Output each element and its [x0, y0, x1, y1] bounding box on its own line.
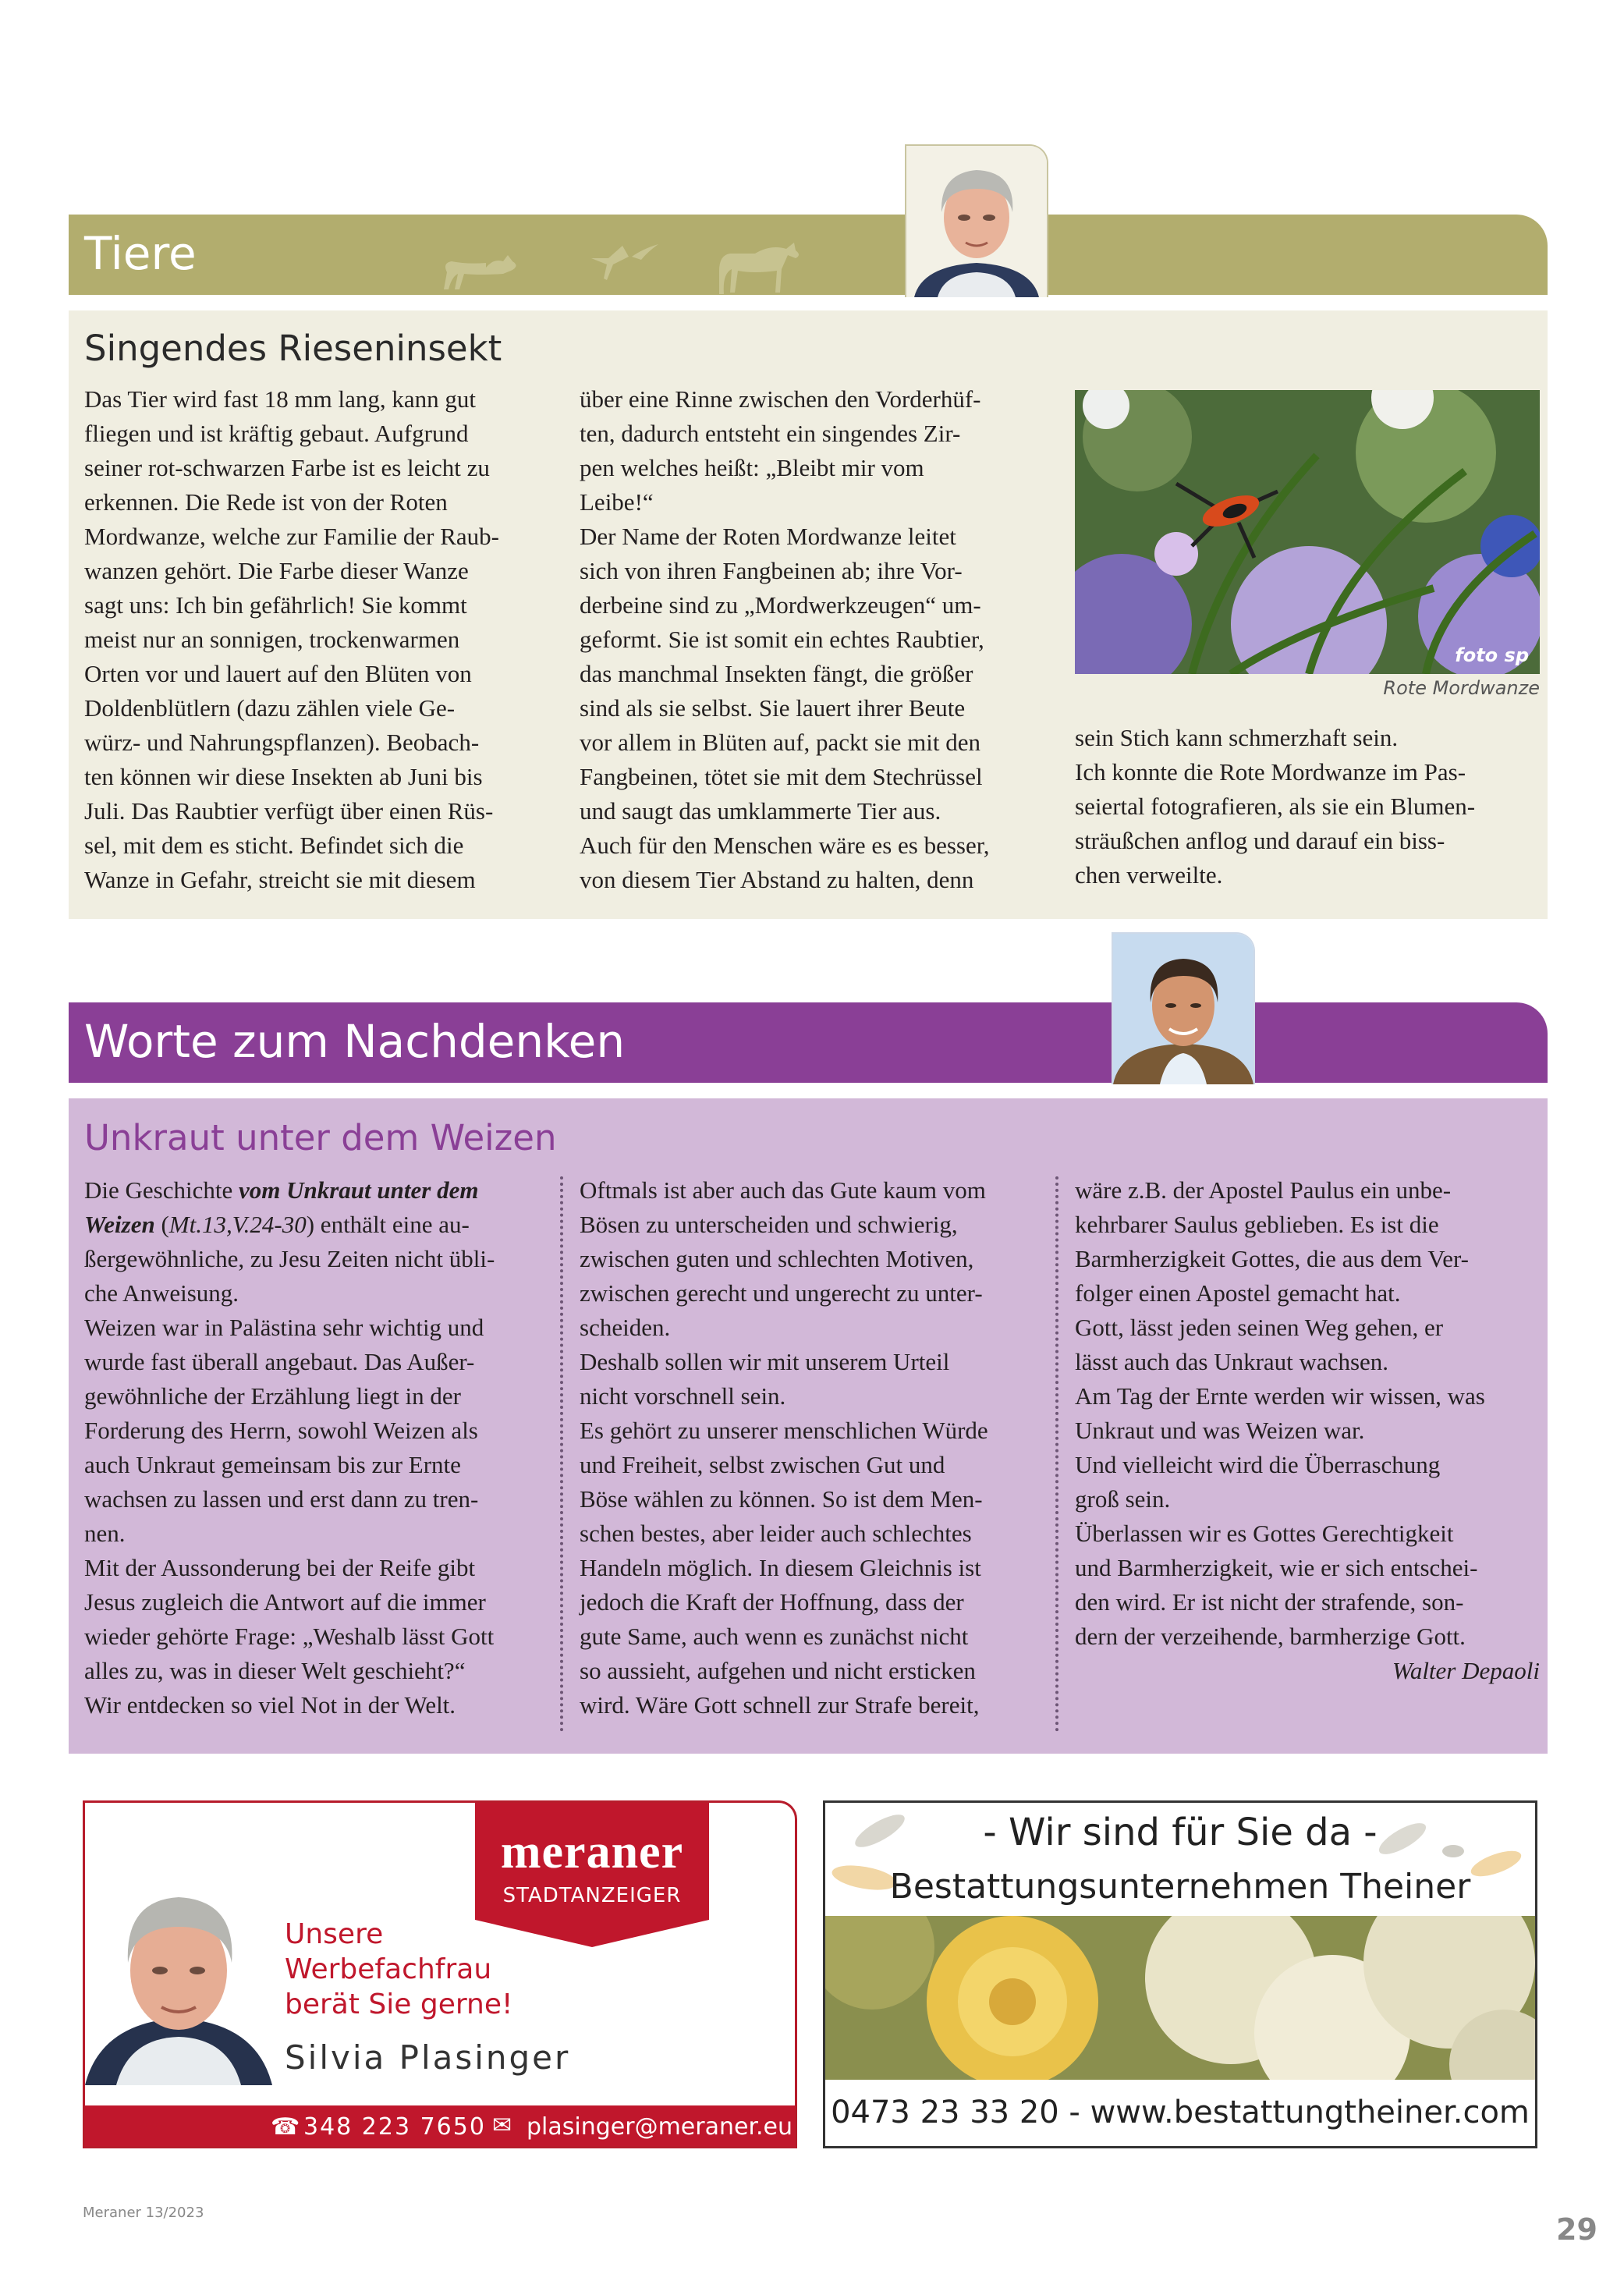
text-line: ßergewöhnliche, zu Jesu Zeiten nicht übli- [84, 1245, 495, 1272]
text-line: Auch für den Menschen wäre es es besser, [580, 832, 990, 859]
article-headline: Singendes Rieseninsekt [84, 328, 502, 369]
horse-silhouette-icon [719, 243, 799, 294]
section-title: Worte zum Nachdenken [84, 1015, 626, 1068]
text-line: Leibe!“ [580, 488, 654, 516]
text-line: und Freiheit, selbst zwischen Gut und [580, 1451, 945, 1478]
text-line: Ich konnte die Rote Mordwanze im Pas- [1075, 758, 1466, 786]
page-number: 29 [1556, 2212, 1597, 2247]
text-line: Doldenblütlern (dazu zählen viele Ge- [84, 694, 456, 722]
contact-bar [85, 2105, 795, 2146]
text-line: vor allem in Blüten auf, packt sie mit den [580, 729, 980, 756]
text-line: erkennen. Die Rede ist von der Roten [84, 488, 448, 516]
text-line: fliegen und ist kräftig gebaut. Aufgrund [84, 420, 469, 447]
text-line: folger einen Apostel gemacht hat. [1075, 1279, 1401, 1307]
text-line: sich von ihren Fangbeinen ab; ihre Vor- [580, 557, 963, 584]
intro-text: Die Geschichte [84, 1176, 239, 1204]
text-line: Mit der Aussonderung bei der Reife gibt [84, 1554, 476, 1581]
text-line: Es gehört zu unserer menschlichen Würde [580, 1417, 988, 1444]
text-line: Bösen zu unterscheiden und schwierig, [580, 1211, 958, 1238]
brand-subtitle: STADTANZEIGER [502, 1884, 682, 1907]
text-line: wanzen gehört. Die Farbe dieser Wanze [84, 557, 469, 584]
article-column-3 [1075, 1173, 1558, 1688]
text-line: seiner rot-schwarzen Farbe ist es leicht zu [84, 454, 490, 481]
tagline-line: Werbefachfrau [285, 1953, 492, 1985]
article-headline: Unkraut unter dem Weizen [84, 1117, 557, 1158]
bestattung-advertisement [823, 1800, 1537, 2148]
text-line: über eine Rinne zwischen den Vorderhüf- [580, 385, 981, 413]
text-line: alles zu, was in dieser Welt geschieht?“ [84, 1657, 466, 1684]
author-photo-worte [1112, 932, 1255, 1084]
section-title: Tiere [84, 227, 197, 280]
text-line: dern der verzeihende, barmherzige Gott. [1075, 1623, 1466, 1650]
photo-credit: foto sp [1455, 644, 1529, 666]
tagline [285, 1917, 512, 2022]
slogan: - Wir sind für Sie da - [983, 1811, 1378, 1854]
text-line: das manchmal Insekten fängt, die größer [580, 660, 973, 687]
text-line: zwischen guten und schlechten Motiven, [580, 1245, 974, 1272]
insect-photo [1075, 390, 1540, 674]
text-line: würz- und Nahrungspflanzen). Beobach- [84, 729, 480, 756]
tagline-line: Unsere [285, 1918, 384, 1950]
tiere-header-bar [69, 215, 1548, 295]
text-line: Oftmals ist aber auch das Gute kaum vom [580, 1176, 986, 1204]
brand-name: meraner [500, 1825, 684, 1878]
article-column-2 [580, 1173, 1063, 1722]
text-line: gewöhnliche der Erzählung liegt in der [84, 1382, 461, 1410]
text-line: Und vielleicht wird die Überraschung [1075, 1451, 1441, 1478]
text-line: geformt. Sie ist somit ein echtes Raubtier, [580, 626, 984, 653]
text-line: meist nur an sonnigen, trockenwarmen [84, 626, 460, 653]
meraner-advertisement [83, 1800, 797, 2148]
text-line: schen bestes, aber leider auch schlechtes [580, 1520, 972, 1547]
text-line: sind als sie selbst. Sie lauert ihrer Beute [580, 694, 966, 722]
text-line: Wir entdecken so viel Not in der Welt. [84, 1691, 456, 1719]
text-line: ten, dadurch entsteht ein singendes Zir- [580, 420, 961, 447]
text-line: Fangbeinen, tötet sie mit dem Stechrüssel [580, 763, 983, 790]
article-author: Walter Depaoli [1392, 1657, 1540, 1684]
text-line: derbeine sind zu „Mordwerkzeugen“ um- [580, 591, 981, 619]
text-line: auch Unkraut gemeinsam bis zur Ernte [84, 1451, 461, 1478]
article-column-2 [580, 382, 1063, 897]
contact-line[interactable]: 0473 23 33 20 - www.bestattungtheiner.com [831, 2095, 1530, 2130]
phone-number[interactable]: 348 223 7650 [303, 2113, 486, 2141]
text-line: Jesus zugleich die Antwort auf die immer [84, 1588, 486, 1616]
text-line: den wird. Er ist nicht der strafende, son- [1075, 1588, 1464, 1616]
text-line: sein Stich kann schmerzhaft sein. [1075, 724, 1399, 751]
text-line: Überlassen wir es Gottes Gerechtigkeit [1075, 1520, 1454, 1547]
advisor-photo [85, 1865, 272, 2085]
text-line: Weizen war in Palästina sehr wichtig und [84, 1314, 484, 1341]
text-line: nen. [84, 1520, 126, 1547]
text-line: zwischen gerecht und ungerecht zu unter- [580, 1279, 983, 1307]
text-line: so aussieht, aufgehen und nicht ersticken [580, 1657, 976, 1684]
phone-icon: ☎ [271, 2113, 300, 2141]
advisor-name: Silvia Plasinger [285, 2038, 571, 2077]
text-line: Das Tier wird fast 18 mm lang, kann gut [84, 385, 476, 413]
photo-caption: Rote Mordwanze [1383, 677, 1540, 699]
text-line: wurde fast überall angebaut. Das Außer- [84, 1348, 475, 1375]
animal-silhouettes [412, 238, 849, 300]
text-line: sträußchen anflog und darauf ein biss- [1075, 827, 1445, 854]
text-line: wäre z.B. der Apostel Paulus ein unbe- [1075, 1176, 1452, 1204]
text-line: Böse wählen zu können. So ist dem Men- [580, 1485, 983, 1513]
column-divider [560, 1176, 563, 1732]
intro-emphasis: vom Unkraut unter dem [238, 1176, 479, 1204]
bird-silhouette-icon [591, 244, 658, 280]
text-line: gute Same, auch wenn es zunächst nicht [580, 1623, 969, 1650]
text-line [84, 1173, 568, 1208]
text-line: Gott, lässt jeden seinen Weg gehen, er [1075, 1314, 1444, 1341]
issue-label: Meraner 13/2023 [83, 2205, 204, 2221]
text-line: Handeln möglich. In diesem Gleichnis ist [580, 1554, 981, 1581]
text-line: ten können wir diese Insekten ab Juni bis [84, 763, 483, 790]
text-line: jedoch die Kraft der Hoffnung, dass der [580, 1588, 964, 1616]
bible-reference: Mt.13,V.24-30 [168, 1211, 307, 1238]
company-name: Bestattungsunternehmen Theiner [889, 1867, 1471, 1907]
text-line: lässt auch das Unkraut wachsen. [1075, 1348, 1389, 1375]
text-line: wird. Wäre Gott schnell zur Strafe bereit, [580, 1691, 980, 1719]
text-line: Juli. Das Raubtier verfügt über einen Rüs- [84, 797, 494, 825]
intro-text: ) enthält eine au- [306, 1211, 470, 1238]
column-divider [1055, 1176, 1058, 1732]
text-line: sagt uns: Ich bin gefährlich! Sie kommt [84, 591, 467, 619]
text-line [84, 1208, 568, 1242]
article-column-3 [1075, 721, 1558, 892]
worte-header-bar [69, 1002, 1548, 1083]
author-photo-tiere [905, 144, 1048, 297]
text-line: Am Tag der Ernte werden wir wissen, was [1075, 1382, 1485, 1410]
tagline-line: berät Sie gerne! [285, 1988, 513, 2020]
text-line: chen verweilte. [1075, 861, 1223, 889]
text-line: Barmherzigkeit Gottes, die aus dem Ver- [1075, 1245, 1469, 1272]
text-line: Orten vor und lauert auf den Blüten von [84, 660, 472, 687]
text-line: sel, mit dem es sticht. Befindet sich die [84, 832, 464, 859]
tiere-article-panel [69, 310, 1548, 919]
dog-silhouette-icon [444, 255, 516, 289]
text-line: Unkraut und was Weizen war. [1075, 1417, 1365, 1444]
text-line: Der Name der Roten Mordwanze leitet [580, 523, 956, 550]
text-line: kehrbarer Saulus geblieben. Es ist die [1075, 1211, 1439, 1238]
text-line: groß sein. [1075, 1485, 1171, 1513]
intro-emphasis: Weizen [84, 1211, 155, 1238]
email-link[interactable]: plasinger@meraner.eu [527, 2113, 793, 2141]
text-line: wieder gehörte Frage: „Weshalb lässt Gott [84, 1623, 495, 1650]
article-column-1 [84, 382, 568, 897]
text-line: scheiden. [580, 1314, 671, 1341]
text-line: und Barmherzigkeit, wie er sich entschei- [1075, 1554, 1478, 1581]
article-column-1 [84, 1173, 568, 1722]
text-line: Wanze in Gefahr, streicht sie mit diesem [84, 866, 476, 893]
text-line: Mordwanze, welche zur Familie der Raub- [84, 523, 499, 550]
text-line: Deshalb sollen wir mit unserem Urteil [580, 1348, 950, 1375]
text-line: und saugt das umklammerte Tier aus. [580, 797, 941, 825]
text-line: seiertal fotografieren, als sie ein Blumen- [1075, 793, 1476, 820]
worte-article-panel [69, 1098, 1548, 1754]
text-line: von diesem Tier Abstand zu halten, denn [580, 866, 974, 893]
text-line: pen welches heißt: „Bleibt mir vom [580, 454, 924, 481]
intro-text: ( [154, 1211, 169, 1238]
mail-icon: ✉ [492, 2112, 512, 2139]
text-line: che Anweisung. [84, 1279, 239, 1307]
text-line: wachsen zu lassen und erst dann zu tren- [84, 1485, 479, 1513]
text-line: nicht vorschnell sein. [580, 1382, 786, 1410]
roses-photo [825, 1916, 1535, 2080]
text-line: Forderung des Herrn, sowohl Weizen als [84, 1417, 478, 1444]
